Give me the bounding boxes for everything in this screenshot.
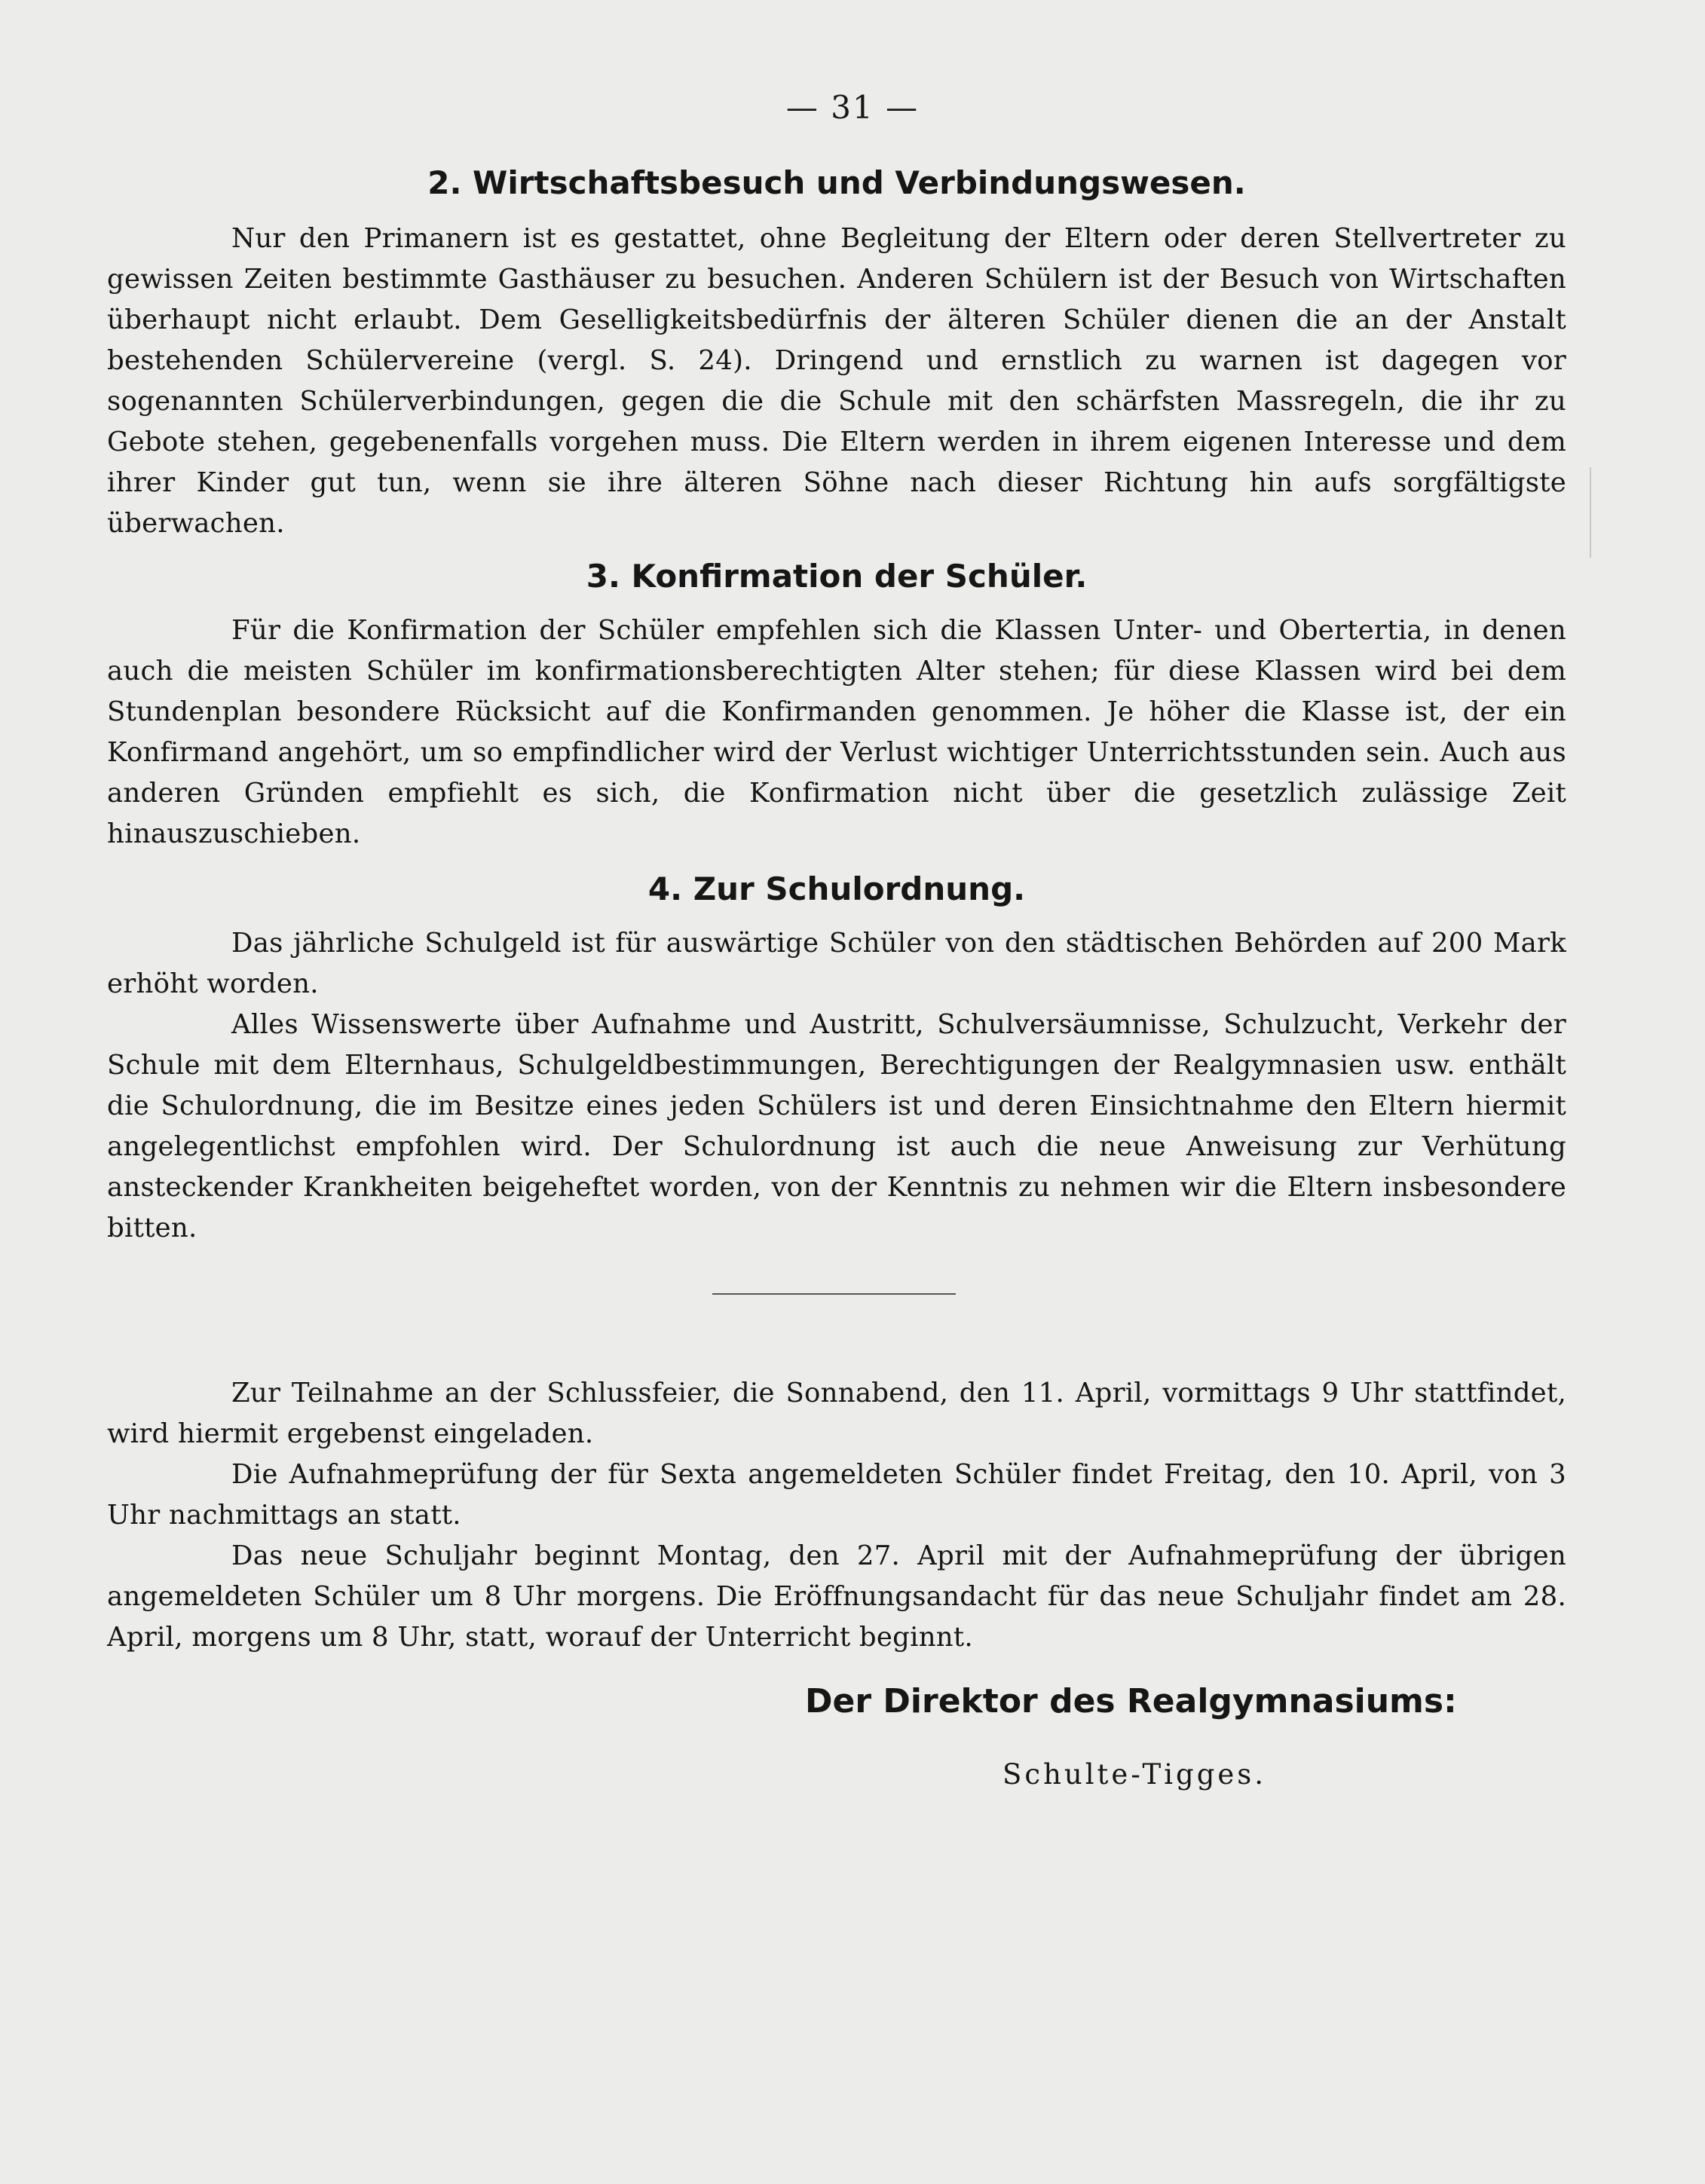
section-body [107, 610, 1566, 855]
separator-rule [712, 1293, 956, 1295]
paragraph: Das neue Schuljahr beginnt Montag, den 27. April mit der Aufnahmeprüfung der übrigen angemeldeten Schüler um 8 Uhr morgens. Die Eröffnungsandacht für das neue Schuljahr findet am 28. April, morgens um 8 Uhr, statt, worauf der Unterricht beginnt. [107, 1540, 1566, 1653]
section-schulordnung [107, 870, 1566, 907]
paragraph: Zur Teilnahme an der Schlussfeier, die Sonnabend, den 11. April, vormittags 9 Uhr stattfindet, wird hiermit ergebenst eingeladen. [107, 1378, 1566, 1449]
section-heading: 4. Zur Schulordnung. [647, 870, 1026, 907]
section-wirtschaftsbesuch [107, 164, 1566, 201]
section-heading: 2. Wirtschaftsbesuch und Verbindungswesen. [427, 164, 1246, 201]
paragraph: Alles Wissenswerte über Aufnahme und Austritt, Schulversäumnisse, Schulzucht, Verkehr der Schule mit dem Elternhaus, Schulgeldbestimmungen, Berechtigungen der Realgymnasien usw. enthält die Schulordnung, die im Besitze eines jeden Schülers ist und deren Einsichtnahme den Eltern hiermit angelegentlichst empfohlen wird. Der Schulordnung ist auch die neue Anweisung zur Verhütung ansteckender Krankheiten beigeheftet worden, von der Kenntnis zu nehmen wir die Eltern insbesondere bitten. [107, 1009, 1566, 1243]
signature-title: Der Direktor des Realgymnasiums: [805, 1682, 1457, 1721]
page-number: — 31 — [785, 89, 920, 126]
paragraph: Für die Konfirmation der Schüler empfehlen sich die Klassen Unter- und Obertertia, in denen auch die meisten Schüler im konfirmationsberechtigten Alter stehen; für diese Klassen wird bei dem Stundenplan besondere Rücksicht auf die Konfirmanden genommen. Je höher die Klasse ist, der ein Konfirmand angehört, um so empfindlicher wird der Verlust wichtiger Unterrichtsstunden sein. Auch aus anderen Gründen empfiehlt es sich, die Konfirmation nicht über die gesetzlich zulässige Zeit hinauszuschieben. [107, 615, 1566, 849]
paragraph: Nur den Primanern ist es gestattet, ohne Begleitung der Eltern oder deren Stellvertreter zu gewissen Zeiten bestimmte Gasthäuser zu besuchen. Anderen Schülern ist der Besuch von Wirtschaften überhaupt nicht erlaubt. Dem Geselligkeitsbedürfnis der älteren Schüler dienen die an der Anstalt bestehenden Schülervereine (vergl. S. 24). Dringend und ernstlich zu warnen ist dagegen vor sogenannten Schülerverbindungen, gegen die die Schule mit den schärfsten Massregeln, die ihr zu Gebote stehen, gegebenenfalls vorgehen muss. Die Eltern werden in ihrem eigenen Interesse und dem ihrer Kinder gut tun, wenn sie ihre älteren Söhne nach dieser Richtung hin aufs sorgfältigste überwachen. [107, 223, 1566, 539]
signature-name: Schulte-Tigges. [1002, 1758, 1267, 1791]
section-konfirmation [107, 558, 1566, 595]
section-body [107, 219, 1566, 544]
section-body [107, 923, 1566, 1249]
page-edge-mark [1590, 467, 1591, 558]
closing-notices [107, 1373, 1566, 1658]
paragraph: Die Aufnahmeprüfung der für Sexta angemeldeten Schüler findet Freitag, den 10. April, von 3 Uhr nachmittags an statt. [107, 1459, 1566, 1531]
paragraph: Das jährliche Schulgeld ist für auswärtige Schüler von den städtischen Behörden auf 200 Mark erhöht worden. [107, 928, 1566, 999]
section-heading: 3. Konfirmation der Schüler. [586, 558, 1088, 595]
